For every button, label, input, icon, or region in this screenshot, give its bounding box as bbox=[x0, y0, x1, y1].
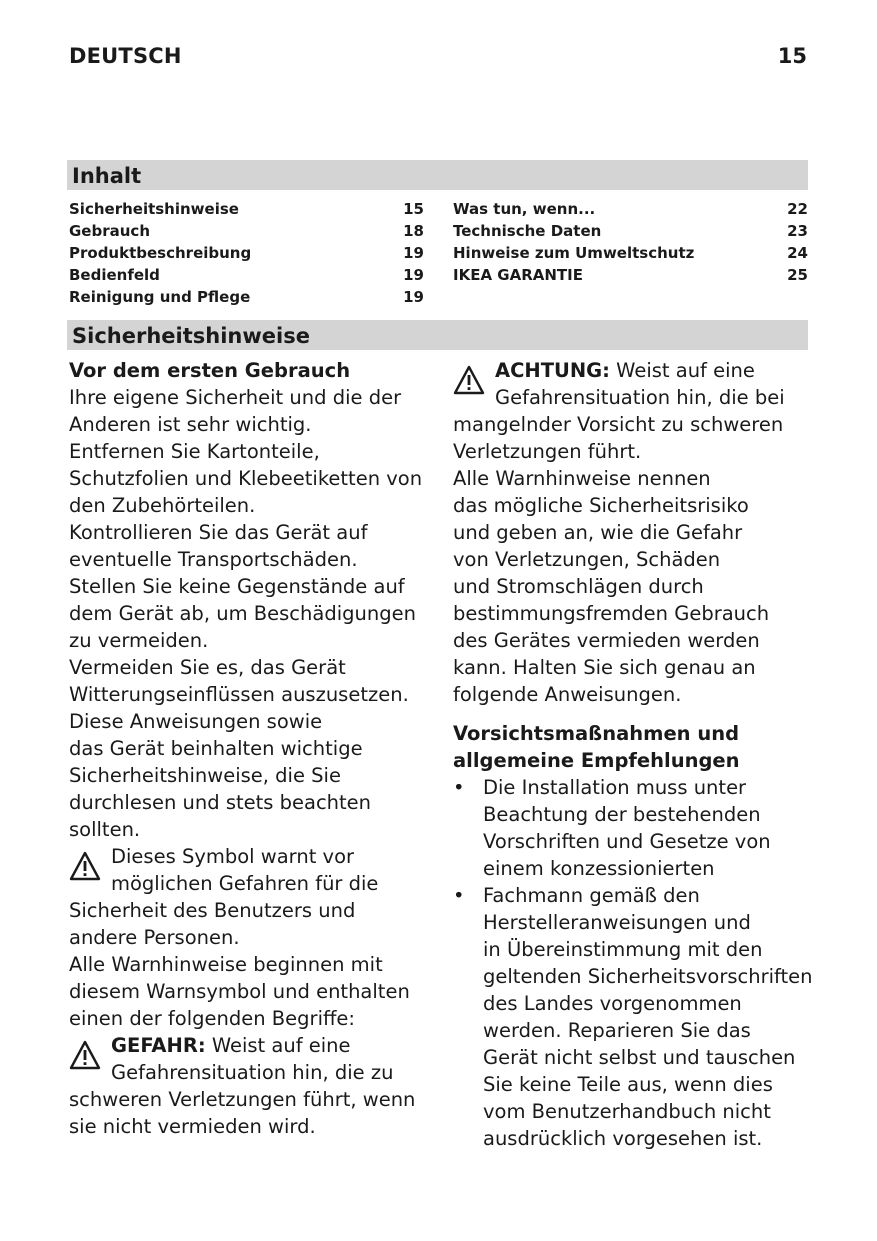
toc-entry[interactable] bbox=[453, 264, 808, 286]
text-line: das mögliche Sicherheitsrisiko bbox=[453, 494, 749, 517]
toc-entry-label: Sicherheitshinweise bbox=[69, 200, 239, 218]
toc-entry-page: 25 bbox=[787, 266, 808, 284]
text-line: Alle Warnhinweise nennen bbox=[453, 467, 711, 490]
text-line: Gefahrensituation hin, die bei bbox=[495, 386, 785, 409]
text-line: Herstelleranweisungen und bbox=[483, 911, 751, 934]
toc-entry[interactable] bbox=[453, 220, 808, 242]
toc-entry-label: Technische Daten bbox=[453, 222, 602, 240]
warning-triangle-icon bbox=[69, 1040, 101, 1070]
symbol-note bbox=[69, 843, 429, 1032]
text-line: Witterungseinflüssen auszusetzen. bbox=[69, 683, 409, 706]
first-use-text bbox=[69, 384, 429, 843]
text-line: und geben an, wie die Gefahr bbox=[453, 521, 743, 544]
list-item bbox=[453, 774, 813, 882]
header-language: DEUTSCH bbox=[69, 44, 182, 68]
text-line: Gerät nicht selbst und tauschen bbox=[483, 1046, 796, 1069]
text-line: eventuelle Transportschäden. bbox=[69, 548, 358, 571]
warning-triangle-icon bbox=[453, 365, 485, 395]
text-line: Beachtung der bestehenden bbox=[483, 803, 761, 826]
text-fragment: Weist auf eine bbox=[205, 1034, 351, 1057]
danger-note bbox=[69, 1032, 429, 1140]
toc-entry[interactable] bbox=[69, 220, 424, 242]
text-line: schweren Verletzungen führt, wenn bbox=[69, 1088, 416, 1111]
text-line: Anderen ist sehr wichtig. bbox=[69, 413, 312, 436]
text-line: sollten. bbox=[69, 818, 141, 841]
toc-entry[interactable] bbox=[453, 242, 808, 264]
toc-entry[interactable] bbox=[69, 242, 424, 264]
text-line: folgende Anweisungen. bbox=[453, 683, 682, 706]
text-line: Vorschriften und Gesetze von bbox=[483, 830, 771, 853]
toc-entry-label: Gebrauch bbox=[69, 222, 150, 240]
text-line: kann. Halten Sie sich genau an bbox=[453, 656, 756, 679]
text-line: in Übereinstimmung mit den bbox=[483, 938, 763, 961]
text-line: Verletzungen führt. bbox=[453, 440, 642, 463]
text-line: Sicherheitshinweise, die Sie bbox=[69, 764, 341, 787]
text-line: das Gerät beinhalten wichtige bbox=[69, 737, 363, 760]
text-line: Kontrollieren Sie das Gerät auf bbox=[69, 521, 368, 544]
text-line: werden. Reparieren Sie das bbox=[483, 1019, 751, 1042]
text-line: Ihre eigene Sicherheit und die der bbox=[69, 386, 402, 409]
bullet-icon: • bbox=[453, 884, 465, 907]
toc-entry-label: Produktbeschreibung bbox=[69, 244, 252, 262]
text-line: Die Installation muss unter bbox=[483, 776, 747, 799]
toc-entry-page: 24 bbox=[787, 244, 808, 262]
text-line: dem Gerät ab, um Beschädigungen bbox=[69, 602, 416, 625]
text-line: von Verletzungen, Schäden bbox=[453, 548, 721, 571]
precautions-subtitle-line2: allgemeine Empfehlungen bbox=[453, 749, 740, 772]
text-line: Stellen Sie keine Gegenstände auf bbox=[69, 575, 405, 598]
first-use-subtitle: Vor dem ersten Gebrauch bbox=[69, 359, 351, 382]
caution-note bbox=[453, 357, 813, 708]
safety-left-column bbox=[69, 357, 429, 1140]
text-line: vom Benutzerhandbuch nicht bbox=[483, 1100, 771, 1123]
text-line: den Zubehörteilen. bbox=[69, 494, 256, 517]
caution-keyword: ACHTUNG: bbox=[495, 359, 610, 382]
text-line: mangelnder Vorsicht zu schweren bbox=[453, 413, 784, 436]
bullet-icon: • bbox=[453, 776, 465, 799]
toc-entry-page: 19 bbox=[403, 266, 424, 284]
toc-entry-label: Reinigung und Pflege bbox=[69, 288, 251, 306]
toc-entry-label: Was tun, wenn... bbox=[453, 200, 596, 218]
text-line: Schutzfolien und Klebeetiketten von bbox=[69, 467, 423, 490]
text-line: zu vermeiden. bbox=[69, 629, 209, 652]
text-line bbox=[453, 357, 813, 384]
text-line: Dieses Symbol warnt vor bbox=[111, 845, 355, 868]
text-line: Sicherheit des Benutzers und bbox=[69, 899, 356, 922]
toc-entry-label: Hinweise zum Umweltschutz bbox=[453, 244, 695, 262]
text-line: Gefahrensituation hin, die zu bbox=[111, 1061, 394, 1084]
toc-right-column bbox=[453, 198, 808, 286]
toc-entry-page: 23 bbox=[787, 222, 808, 240]
text-line: andere Personen. bbox=[69, 926, 240, 949]
text-line: Vermeiden Sie es, das Gerät bbox=[69, 656, 346, 679]
safety-heading: Sicherheitshinweise bbox=[67, 320, 808, 350]
toc-entry-page: 19 bbox=[403, 244, 424, 262]
page-number: 15 bbox=[777, 44, 807, 68]
toc-entry[interactable] bbox=[69, 286, 424, 308]
toc-entry[interactable] bbox=[453, 198, 808, 220]
toc-entry-page: 15 bbox=[403, 200, 424, 218]
text-line: möglichen Gefahren für die bbox=[111, 872, 379, 895]
text-line: sie nicht vermieden wird. bbox=[69, 1115, 316, 1138]
toc-entry-page: 19 bbox=[403, 288, 424, 306]
toc-entry[interactable] bbox=[69, 198, 424, 220]
text-line: des Gerätes vermieden werden bbox=[453, 629, 760, 652]
text-line: einen der folgenden Begriffe: bbox=[69, 1007, 355, 1030]
danger-keyword: GEFAHR: bbox=[111, 1034, 206, 1057]
list-item bbox=[453, 882, 813, 1152]
toc-left-column bbox=[69, 198, 424, 308]
warning-triangle-icon bbox=[69, 851, 101, 881]
toc-entry-label: Bedienfeld bbox=[69, 266, 160, 284]
precautions-subtitle-line1: Vorsichtsmaßnahmen und bbox=[453, 722, 740, 745]
text-line: des Landes vorgenommen bbox=[483, 992, 742, 1015]
text-line: ausdrücklich vorgesehen ist. bbox=[483, 1127, 763, 1150]
text-line: Diese Anweisungen sowie bbox=[69, 710, 323, 733]
toc-entry[interactable] bbox=[69, 264, 424, 286]
text-line: Entfernen Sie Kartonteile, bbox=[69, 440, 320, 463]
text-line: einem konzessionierten bbox=[483, 857, 715, 880]
text-line bbox=[69, 1032, 429, 1059]
precautions-list bbox=[453, 774, 813, 1152]
text-line: Fachmann gemäß den bbox=[483, 884, 700, 907]
text-line: geltenden Sicherheitsvorschriften bbox=[483, 965, 813, 988]
safety-right-column bbox=[453, 357, 813, 1152]
toc-entry-page: 22 bbox=[787, 200, 808, 218]
toc-entry-label: IKEA GARANTIE bbox=[453, 266, 583, 284]
text-line: Alle Warnhinweise beginnen mit bbox=[69, 953, 383, 976]
text-line: bestimmungsfremden Gebrauch bbox=[453, 602, 770, 625]
text-line: Sie keine Teile aus, wenn dies bbox=[483, 1073, 773, 1096]
text-fragment: Weist auf eine bbox=[609, 359, 755, 382]
text-line: diesem Warnsymbol und enthalten bbox=[69, 980, 410, 1003]
toc-entry-page: 18 bbox=[403, 222, 424, 240]
toc-heading: Inhalt bbox=[67, 160, 808, 190]
text-line: und Stromschlägen durch bbox=[453, 575, 704, 598]
text-line: durchlesen und stets beachten bbox=[69, 791, 372, 814]
